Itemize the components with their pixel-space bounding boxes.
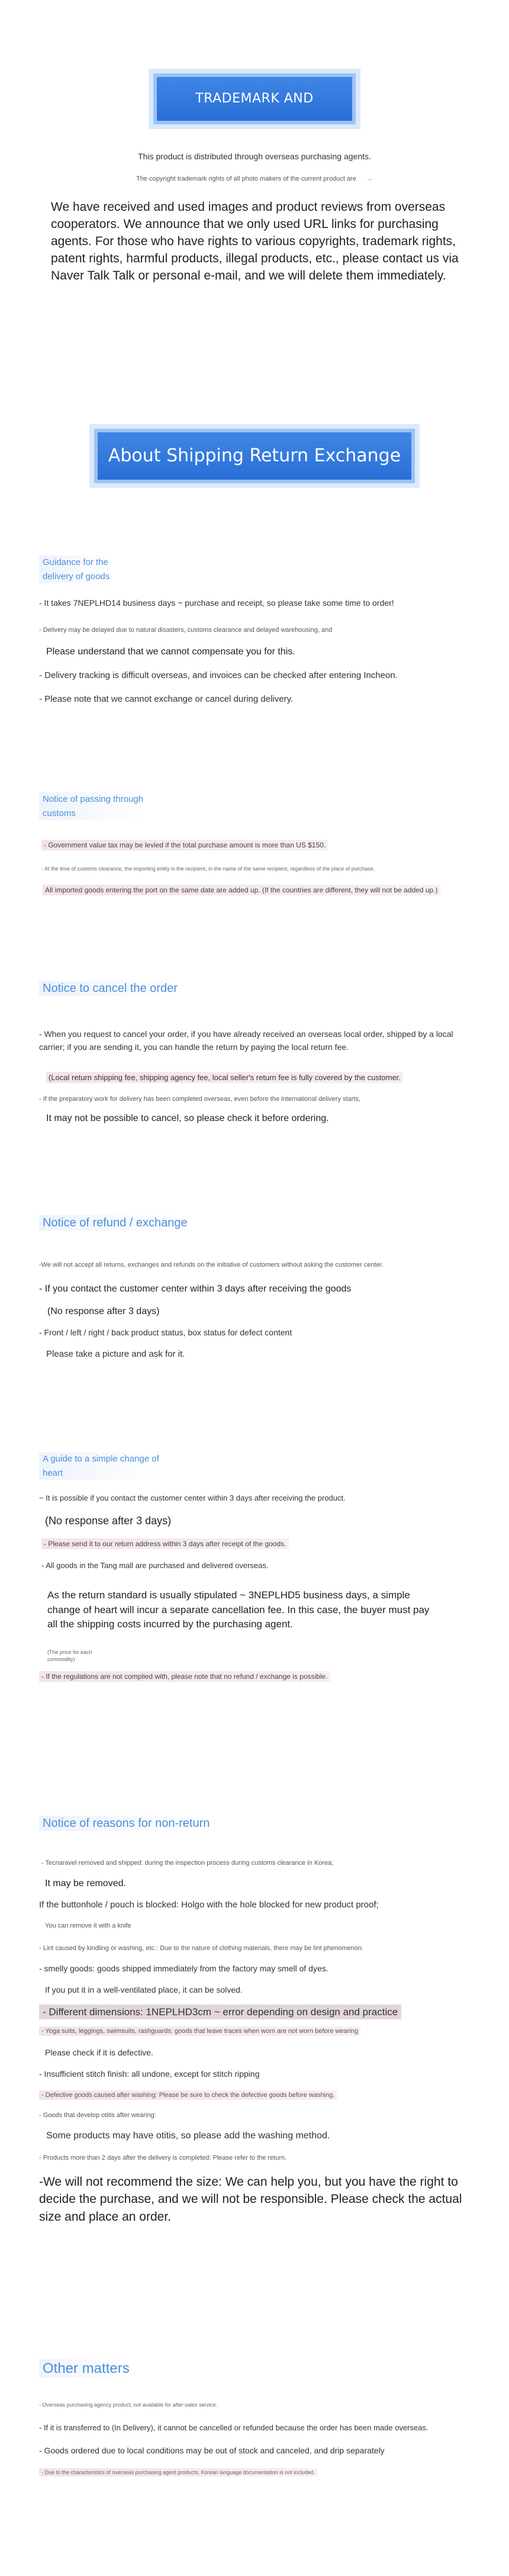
- cancel-item3: - If the preparatory work for delivery has been completed overseas, even before the international delivery starts,: [39, 1096, 360, 1103]
- nonreturn-item5: - Lint caused by kindling or washing, etc.: Due to the nature of clothing materials, there may be lint phenomenon.: [39, 1945, 363, 1952]
- customs-item3: [43, 886, 440, 894]
- refund-heading: [39, 1215, 191, 1231]
- guidance-heading: [39, 555, 113, 583]
- change-item3: [41, 1540, 289, 1548]
- trademark-banner: [153, 73, 356, 150]
- nonreturn-item10: Please check if it is defective.: [45, 2048, 153, 2057]
- nonreturn-item8-text: - Different dimensions: 1NEPLHD3cm ~ error depending on design and practice: [39, 2005, 401, 2019]
- nonreturn-item1: - Tecnaravel removed and shipped: during the inspection process during customs clearance in Korea;: [41, 1859, 334, 1867]
- refund-item3: (No response after 3 days): [47, 1306, 160, 1316]
- change-item1: ~ It is possible if you contact the customer center within 3 days after receiving the product.: [39, 1493, 346, 1502]
- shipping-banner: [94, 429, 415, 483]
- change-item4: - All goods in the Tang mall are purchased and delivered overseas.: [41, 1561, 269, 1570]
- nonreturn-item8: [39, 2006, 401, 2018]
- change-item6-line2: commodity): [47, 1656, 75, 1663]
- customs-item2: - At the time of customs clearance, the importing entity is the recipient, in the name of the same recipient, regardless of the place of purchase,: [41, 866, 375, 872]
- nonreturn-item15: - Products more than 2 days after the delivery is completed: Please refer to the return.: [39, 2154, 287, 2161]
- trademark-banner-title: TRADEMARK AND COPYRIGHT: [195, 91, 314, 150]
- nonreturn-item2: It may be removed.: [45, 1878, 126, 1888]
- trademark-line1: This product is distributed through overseas purchasing agents.: [138, 152, 371, 161]
- customs-heading-line2: customs: [39, 807, 147, 821]
- change-item7-text: - If the regulations are not complied with, please note that no refund / exchange is possible.: [39, 1671, 330, 1682]
- refund-item4: - Front / left / right / back product status, box status for defect content: [39, 1328, 292, 1337]
- change-heading: [39, 1452, 163, 1480]
- refund-item1: -We will not accept all returns, exchanges and refunds on the initiative of customers without asking the customer center.: [39, 1261, 384, 1268]
- trademark-paragraph: We have received and used images and product reviews from overseas cooperators. We announce that we only used URL links for purchasing agents. For those who have rights to various copyrights, trademark rights, patent rights, harmful products, illegal products, etc., please contact us via Naver Talk Talk or personal e-mail, and we will delete them immediately.: [51, 200, 459, 282]
- nonreturn-item6: - smelly goods: goods shipped immediately from the factory may smell of dyes.: [39, 1964, 328, 1973]
- other-item1: - Overseas purchasing agency product, not available for after-sales service.: [39, 2402, 218, 2408]
- arrow-right-icon: →: [366, 175, 373, 182]
- nonreturn-paragraph: -We will not recommend the size: We can help you, but you have the right to decide the purchase, and we will not be responsible. Please check the actual size and place an order.: [39, 2175, 462, 2224]
- customs-heading-line1: Notice of passing through: [39, 792, 147, 807]
- nonreturn-item7: If you put it in a well-ventilated place, it can be solved.: [45, 1985, 243, 1994]
- nonreturn-item14: Some products may have otitis, so please add the washing method.: [46, 2131, 330, 2141]
- other-item4: [39, 2469, 317, 2475]
- refund-item2: - If you contact the customer center within 3 days after receiving the goods: [39, 1284, 352, 1294]
- customs-item3-text: All imported goods entering the port on the same date are added up. (If the countries are different, they will not be added up.): [43, 885, 440, 895]
- nonreturn-item9-text: - Yoga suits, leggings, swimsuits, rashguards: goods that leave traces when worn are not worn before wearing: [39, 2026, 360, 2036]
- other-item4-text: - Due to the characteristics of overseas purchasing agent products, Korean language documentation is not included.: [39, 2468, 317, 2477]
- nonreturn-item9: [39, 2028, 360, 2035]
- other-heading-text: Other matters: [39, 2359, 133, 2378]
- change-item6-line1: (The price for each: [47, 1649, 92, 1655]
- cancel-item4: It may not be possible to cancel, so please check it before ordering.: [46, 1113, 329, 1123]
- guidance-item4: - Delivery tracking is difficult overseas, and invoices can be checked after entering Incheon.: [39, 670, 398, 680]
- shipping-banner-title: About Shipping Return Exchange: [108, 445, 401, 466]
- refund-item5: Please take a picture and ask for it.: [46, 1349, 185, 1359]
- refund-heading-text: Notice of refund / exchange: [39, 1215, 191, 1231]
- guidance-item3: Please understand that we cannot compensate you for this.: [46, 647, 295, 657]
- cancel-item1: - When you request to cancel your order, if you have already received an overseas local order, shipped by a local carrier; if you are sending it, you can handle the return by paying the local return fee.: [39, 1029, 453, 1052]
- customs-item1-text: - Government value tax may be levied if the total purchase amount is more than US $150.: [41, 840, 328, 850]
- change-item6: [47, 1649, 92, 1663]
- cancel-heading-text: Notice to cancel the order: [39, 981, 181, 996]
- nonreturn-item11: - Insufficient stitch finish: all undone, except for stitch ripping: [39, 2069, 260, 2079]
- change-item7: [39, 1672, 330, 1681]
- other-item2: - If it is transferred to (In Delivery), it cannot be cancelled or refunded because the order has been made overseas.: [39, 2423, 429, 2432]
- cancel-item2: [46, 1073, 403, 1082]
- nonreturn-item4: You can remove it with a knife: [45, 1922, 131, 1929]
- nonreturn-heading: [39, 1816, 213, 1831]
- change-item3-text: - Please send it to our return address within 3 days after receipt of the goods.: [41, 1538, 289, 1549]
- guidance-item1: - It takes 7NEPLHD14 business days ~ purchase and receipt, so please take some time to order!: [39, 598, 394, 608]
- trademark-line2: [0, 175, 509, 182]
- nonreturn-item13: - Goods that develop otitis after wearing:: [39, 2112, 156, 2119]
- cancel-item2-text: (Local return shipping fee, shipping agency fee, local seller's return fee is fully covered by the customer.: [46, 1072, 403, 1083]
- nonreturn-item3: If the buttonhole / pouch is blocked: Holgo with the hole blocked for new product proof;: [39, 1900, 379, 1910]
- change-heading-line1: A guide to a simple change of: [39, 1452, 163, 1466]
- customs-heading: [39, 792, 147, 820]
- change-item5: As the return standard is usually stipulated ~ 3NEPLHD5 business days, a simple change of heart will incur a separate cancellation fee. In this case, the buyer must pay all the shipping costs incurred by the purchasing agent.: [47, 1589, 430, 1630]
- change-heading-line2: heart: [39, 1466, 163, 1480]
- other-item3: - Goods ordered due to local conditions may be out of stock and canceled, and drip separately: [39, 2446, 385, 2455]
- guidance-item2: - Delivery may be delayed due to natural disasters, customs clearance and delayed warehousing, and: [39, 627, 333, 634]
- cancel-heading: [39, 981, 181, 996]
- other-heading: [39, 2359, 133, 2378]
- customs-item1: [41, 841, 328, 849]
- guidance-heading-line1: Guidance for the: [39, 555, 113, 570]
- guidance-heading-line2: delivery of goods: [39, 570, 113, 584]
- trademark-line2-text: The copyright trademark rights of all photo makers of the current product are: [136, 175, 356, 182]
- guidance-item5: - Please note that we cannot exchange or cancel during delivery.: [39, 694, 294, 704]
- nonreturn-heading-text: Notice of reasons for non-return: [39, 1816, 213, 1831]
- nonreturn-item12-text: - Defective goods caused after washing: Please be sure to check the defective goods before washing.: [39, 2090, 337, 2100]
- nonreturn-item12: [39, 2092, 337, 2099]
- change-item2: (No response after 3 days): [45, 1515, 172, 1527]
